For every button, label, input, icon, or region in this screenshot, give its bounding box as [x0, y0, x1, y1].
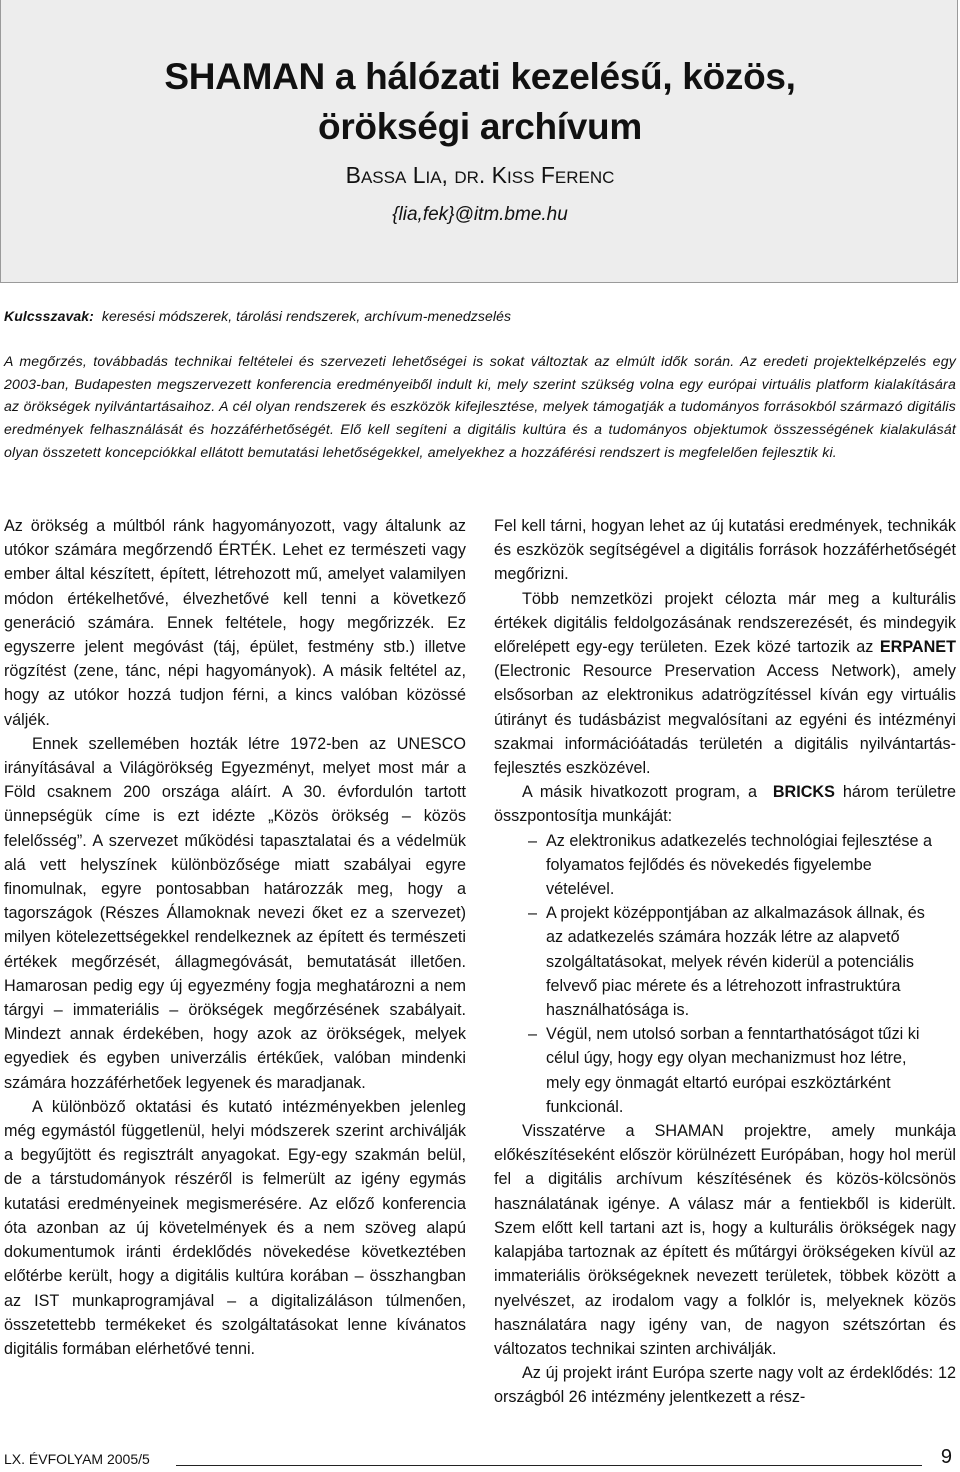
paragraph: A különböző oktatási és kutató intézményekben jelenleg még egymástól függetlenül, helyi módszerek szerint archiválják a begyűjtött és regisztrált anyagokat. Egy-egy szakmán belül, de a társtudományok részéről is felmerült az igény egymás kutatási eredményeinek megismerésére. Az előző konferencia óta azonban az új követelmények és a nem szöveg alapú dokumentumok iránti érdeklődés növekedése következtében előtérbe került, hogy a digitális kultúra korában – összhangban az IST munkaprogramjával – a digitalizáláson túlmenően, összetettebb termékeket és szolgáltatásokat lenne kívánatos digitális formában elérhetővé tenni.: [4, 1097, 466, 1358]
paragraph: Az örökség a múltból ránk hagyományozott, vagy általunk az utókor számára megőrzendő ÉRTÉK. Lehet ez természeti vagy ember által készített, épített, létrehozott mű, amelyet valamilyen módon értékelhetővé, élvezhetővé kell tenni a következő generáció számára. Ennek feltétele, hogy megőrizzék. Ez egyszerre jelent megóvást (táj, épület, festmény stb.) illetve rögzítést (zene, tánc, népi hagyományok). A másik feltétel az, hogy az utókor hozzá tudjon férni, a kincs valóban közössé váljék.: [4, 517, 466, 729]
keywords-label: Kulcsszavak:: [4, 308, 94, 324]
list-item: – Az elektronikus adatkezelés technológiai fejlesztése a folyamatos fejlődés és növekedés figyelembe vételével.: [546, 829, 944, 902]
author-line: BASSA LIA, DR. KISS FERENC: [345, 162, 615, 188]
title-banner: [0, 0, 958, 283]
paragraph: Több nemzetközi projekt célozta már meg a kulturális értékek digitális feldolgozásának rendszerezését, és mindegyik előrelépett egy-egy területen. Ezek közé tartozik az ERPANET (Electronic Resource Preservation Access Network), amely elsősorban az elektronikus adatrögzítéssel kíván egy virtuális útirányt és tudásbázist megvalósítani az egyéni és intézményi szakmai információátadás területén a digitális nyilvántartás-fejlesztés eszközével.: [494, 589, 956, 778]
erpanet-name: ERPANET: [879, 638, 956, 657]
keywords: [4, 306, 511, 326]
keywords-text: keresési módszerek, tárolási rendszerek, archívum-menedzselés: [101, 308, 512, 324]
list-item: – A projekt középpontjában az alkalmazások állnak, és az adatkezelés számára hozzák létre az alapvető szolgáltatásokat, melyek révén kiderül a potenciális felvevő piac mérete és a létrehozott infrastruktúra használhatósága is.: [546, 901, 944, 1022]
list-item: – Végül, nem utolsó sorban a fenntarthatóságot tűzi ki célul úgy, hogy egy olyan mechanizmust hoz létre, mely egy önmagát eltartó európai eszköztárként funkcionál.: [546, 1022, 944, 1119]
right-column: [494, 514, 956, 1410]
page-number: 9: [940, 1446, 952, 1468]
left-column: [4, 514, 466, 1361]
author-email: {lia,fek}@itm.bme.hu: [392, 204, 568, 225]
abstract: A megőrzés, továbbadás technikai feltételei és szervezeti lehetőségei is sokat változtak az elmúlt idők során. Az eredeti projektelképzelés egy 2003-ban, Budapesten megszervezett konferencia eredményeiből indult ki, mely szerint szükség volna egy európai virtuális platform kialakítására az örökségek nyilvántartásaihoz. A cél olyan rendszerek és eszközök kifejlesztése, melyek támogatják a tudományos forrásokból származó digitális eredmények felhasználását és hozzáférhetőségét. Elő kell segíteni a digitális kultúra és a tudományos objektumok összességének kialakulását olyan összetett koncepciókkal ellátott bemutatási lehetőségekkel, amelyekhez a hozzáférési rendszert is megfelelően fejlesztik ki.: [4, 353, 956, 460]
bricks-list: [494, 829, 956, 1119]
paragraph: Visszatérve a SHAMAN projektre, amely munkája előkészítéseként először körülnézett Európában, hogy hol merül fel a digitális archívum készítésének és közös-kölcsönös használatának igénye. A válasz már a fentiekből is kiderült. Szem előtt kell tartani azt is, hogy a kulturális örökségek nagy kalapjába tartoznak az épített és műtárgyi örökségeken kívül az immateriális örökségeknek nevezett területek, többek között a nyelvészet, az irodalom vagy a folklór is, melyeknek közös használatára nagy igény van, de nagyon szétszórtan és változatos technikai szinten archiválják.: [494, 1122, 956, 1358]
paragraph: Ennek szellemében hozták létre 1972-ben az UNESCO irányításával a Világörökség Egyezményt, melyet most már a Föld csaknem 200 országa aláírt. A 30. évfordulón tartott ünnepségük címe is ezt idézte „Közös örökség – közös felelősség”. A szervezet működési tapasztalatai és a védelmük alá vett helyszínek különbözősége miatt szabályai egyre finomulnak, egyre pontosabban határozzák meg, hogy a tagországok (Részes Államoknak nevezi őket ez a szervezet) milyen kötelezettségekkel rendelkeznek az épített és természeti értékek megőrzését, állagmegóvását, bemutatását illetően. Hamarosan pedig egy új egyezmény fogja meghatározni a nem tárgyi – immateriális – örökségek megőrzésének szabályait. Mindezt annak érdekében, hogy azok az örökségek, melyek egyediek és egyben univerzális értékűek, valóban mindenki számára hozzáférhetőek legyenek és maradjanak.: [4, 734, 466, 1092]
title-line-2: örökségi archívum: [318, 106, 642, 147]
title-line-1: SHAMAN a hálózati kezelésű, közös,: [164, 56, 796, 97]
footer-divider: [176, 1465, 922, 1466]
paragraph: Az új projekt iránt Európa szerte nagy volt az érdeklődés: 12 országból 26 intézmény jelentkezett a rész-: [494, 1364, 956, 1407]
article-title: [1, 52, 959, 152]
bricks-name: BRICKS: [772, 783, 835, 802]
paragraph: Fel kell tárni, hogyan lehet az új kutatási eredmények, technikák és eszközök segítségével a digitális források hozzáférhetőségét megőrizni.: [494, 517, 956, 584]
paragraph: A másik hivatkozott program, a BRICKS három területre összpontosítja munkáját:: [494, 783, 957, 826]
issue-label: LX. ÉVFOLYAM 2005/5: [4, 1451, 150, 1467]
